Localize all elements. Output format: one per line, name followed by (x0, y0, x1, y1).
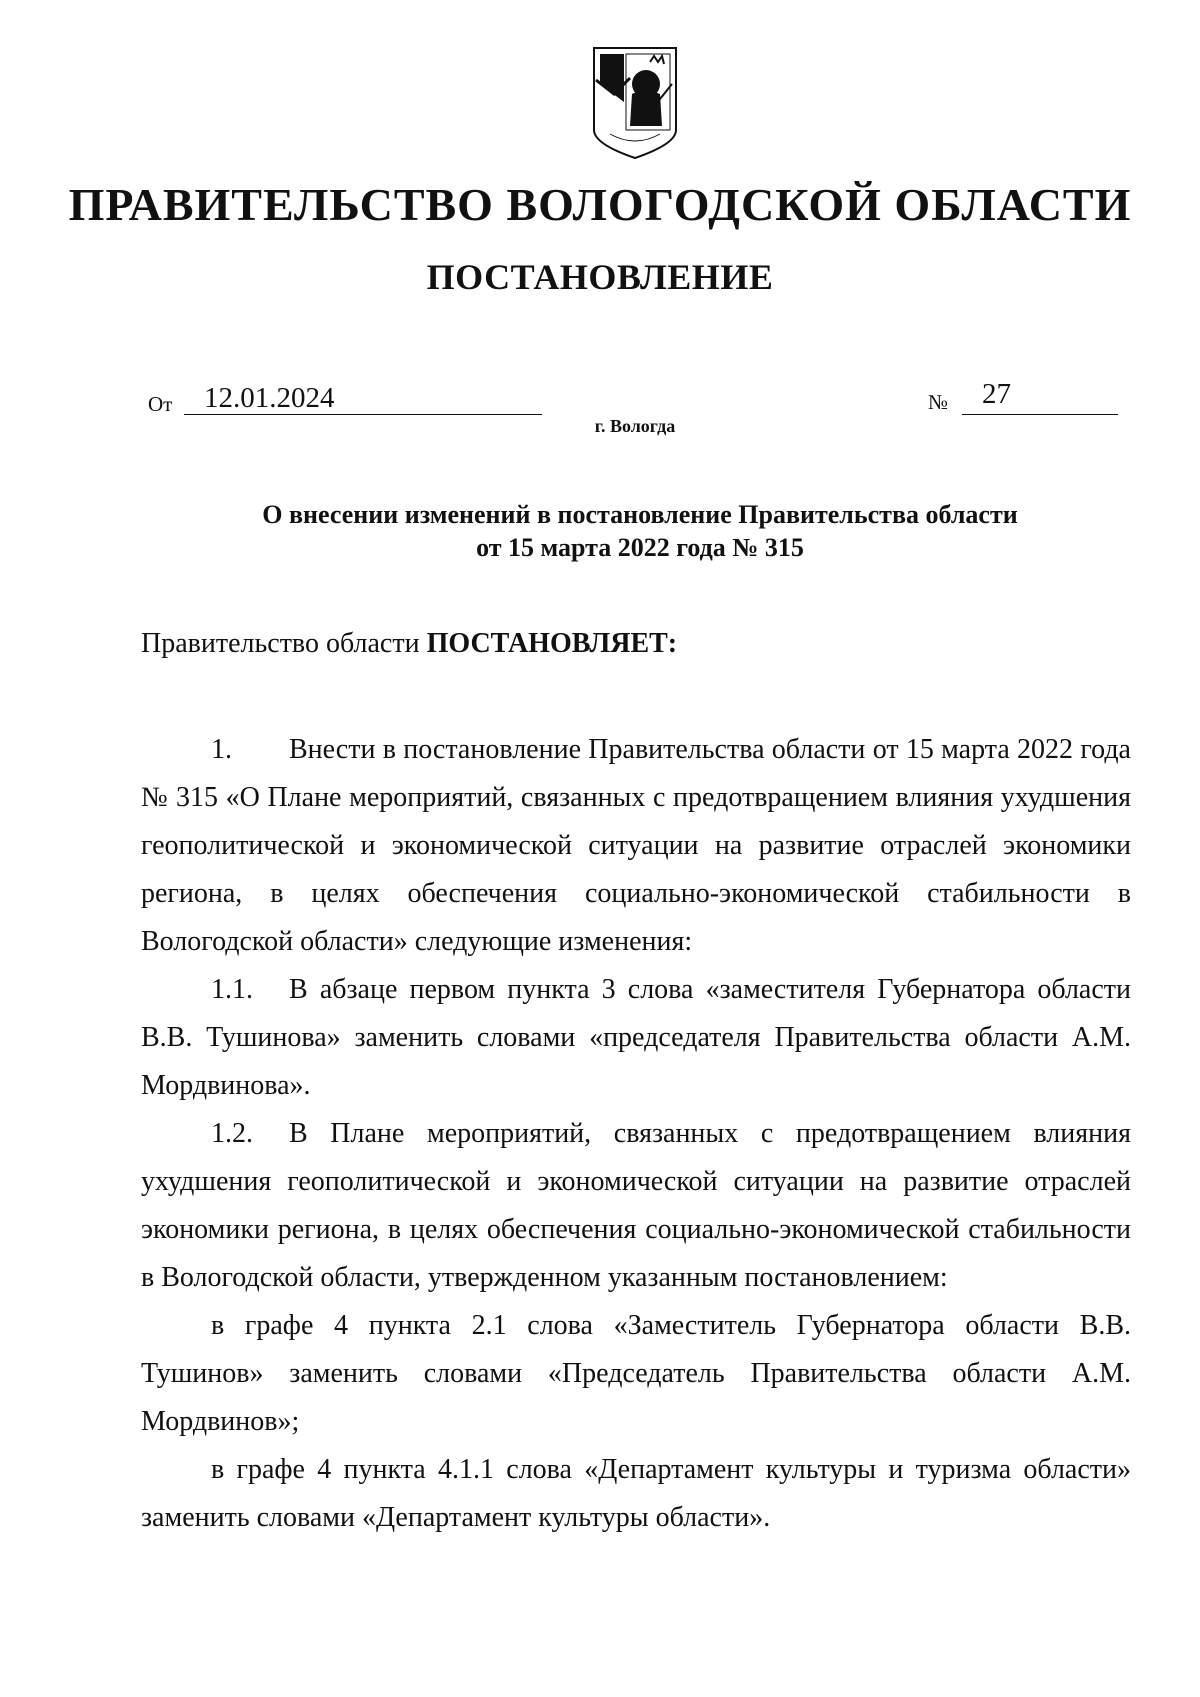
paragraph (141, 1302, 1131, 1446)
document-date: 12.01.2024 (204, 382, 335, 414)
paragraph-number: 1.1. (211, 974, 253, 1005)
document-subject (140, 498, 1140, 564)
preamble (141, 628, 677, 660)
subject-line-1: О внесении изменений в постановление Правительства области (262, 500, 1018, 529)
paragraph-number: 1. (211, 734, 232, 765)
paragraph-text: В абзаце первом пункта 3 слова «заместителя Губернатора области В.В. Тушинова» заменить словами «председателя Правительства области А.М. Мордвинова». (141, 974, 1131, 1101)
government-title: ПРАВИТЕЛЬСТВО ВОЛОГОДСКОЙ ОБЛАСТИ (68, 179, 1132, 230)
preamble-resolves: ПОСТАНОВЛЯЕТ: (426, 628, 678, 659)
paragraph-text: Внести в постановление Правительства области от 15 марта 2022 года № 315 «О Плане мероприятий, связанных с предотвращением влияния ухудшения геополитической и экономической ситуации на развитие отраслей экономики региона, в целях обеспечения социально-экономической стабильности в Вологодской области» следующие изменения: (141, 734, 1131, 957)
subject-line-2: от 15 марта 2022 года № 315 (476, 533, 804, 562)
paragraph-text: в графе 4 пункта 2.1 слова «Заместитель Губернатора области В.В. Тушинов» заменить словами «Председатель Правительства области А.М. Мордвинов»; (141, 1310, 1131, 1437)
date-prefix: От (148, 392, 173, 416)
number-prefix: № (928, 390, 949, 414)
city: г. Вологда (594, 416, 676, 436)
paragraph-number: 1.2. (211, 1118, 253, 1149)
paragraph-text: В Плане мероприятий, связанных с предотвращением влияния ухудшения геополитической и экономической ситуации на развитие отраслей экономики региона, в целях обеспечения социально-экономической стабильности в Вологодской области, утвержденном указанным постановлением: (141, 1118, 1131, 1293)
document-type: ПОСТАНОВЛЕНИЕ (426, 257, 774, 297)
number-underline (962, 414, 1118, 415)
paragraph (141, 726, 1131, 966)
paragraph-text: в графе 4 пункта 4.1.1 слова «Департамент культуры и туризма области» заменить словами «Департамент культуры области». (141, 1454, 1131, 1533)
preamble-text: Правительство области (141, 628, 427, 659)
paragraph (141, 1110, 1131, 1302)
document-body (141, 726, 1131, 1542)
vologda-coat-of-arms-icon (590, 44, 680, 162)
paragraph (141, 1446, 1131, 1542)
paragraph (141, 966, 1131, 1110)
document-number: 27 (982, 378, 1011, 410)
